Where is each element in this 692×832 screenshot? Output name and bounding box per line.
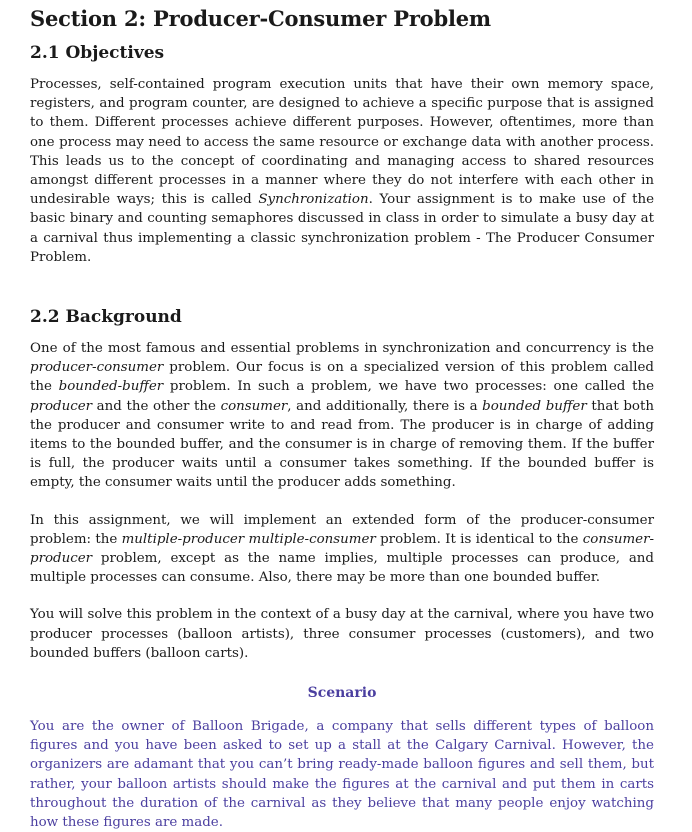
text-run: and the other the: [92, 398, 221, 414]
emphasis: producer: [30, 398, 93, 414]
text-run: that both the producer and consumer write to and read from. The producer is in charge of adding items to the bounded buffer, and the consumer is in charge of removing them. If the buffer is full, the producer waits until a consumer takes something. If the bounded buffer is empty, the consumer waits until the producer adds something.: [30, 398, 654, 491]
emphasis: consumer-producer: [30, 531, 654, 567]
text-run: In this assignment, we will implement an extended form of the producer-consumer problem: the: [30, 512, 654, 547]
background-paragraph-1: [30, 339, 654, 493]
emphasis: bounded-buffer: [58, 379, 164, 395]
emphasis: Synchronization: [258, 192, 369, 208]
text-run: problem. In such a problem, we have two processes: one called the: [163, 379, 654, 395]
text-run: problem, except as the name implies, multiple processes can produce, and multiple processes can consume. Also, there may be more than one bounded buffer.: [30, 551, 654, 586]
background-paragraph-2: [30, 511, 654, 588]
emphasis: bounded buffer: [482, 398, 587, 414]
scenario-paragraph: You are the owner of Balloon Brigade, a company that sells different types of balloon figures and you have been asked to set up a stall at the Calgary Carnival. However, the organizers are adamant that you can’t bring ready-made balloon figures and sell them, but rather, your balloon artists should make the figures at the carnival and put them in carts throughout the duration of the carnival as they believe that many people enjoy watching how these figures are made.: [30, 719, 654, 831]
objectives-paragraph: [30, 75, 654, 267]
text-run: Processes, self-contained program execution units that have their own memory space, registers, and program counter, are designed to achieve a specific purpose that is assigned to them. Different processes achieve different purposes. However, oftentimes, more than one process may need to access the same resource or exchange data with another process. This leads us to the concept of coordinating and managing access to shared resources amongst different processes in a manner where they do not interfere with each other in undesirable ways; this is called: [30, 77, 654, 208]
emphasis: consumer: [220, 398, 288, 414]
background-heading: 2.2 Background: [30, 307, 182, 328]
text-run: problem. Our focus is on a specialized version of this problem called the: [30, 360, 654, 395]
text-run: One of the most famous and essential problems in synchronization and concurrency is the: [30, 341, 654, 357]
emphasis: producer-consumer: [30, 360, 164, 376]
objectives-heading: 2.1 Objectives: [30, 43, 165, 63]
background-paragraph-3: You will solve this problem in the context of a busy day at the carnival, where you have two producer processes (balloon artists), three consumer processes (customers), and two bounded buffers (balloon carts).: [30, 607, 654, 661]
emphasis: multiple-producer multiple-consumer: [121, 531, 376, 547]
text-run: problem. It is identical to the: [375, 531, 583, 547]
section-title: Section 2: Producer-Consumer Problem: [30, 6, 491, 31]
scenario-title: Scenario: [307, 685, 377, 702]
text-run: . Your assignment is to make use of the basic binary and counting semaphores discussed in class in order to simulate a busy day at a carnival thus implementing a classic synchronization problem - The Producer Consumer Problem.: [30, 192, 654, 265]
text-run: , and additionally, there is a: [287, 398, 483, 414]
